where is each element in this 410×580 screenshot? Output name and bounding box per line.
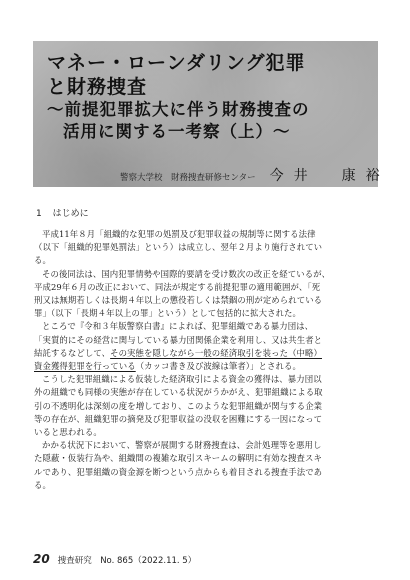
text-line: 等の存在が、組織犯罪の摘発及び犯罪収益の没収を困難にする一因になって xyxy=(34,413,323,424)
paragraph xyxy=(34,268,378,321)
text-line: 外の組織でも同様の実態が存在している状況がうかがえ、犯罪組織による取 xyxy=(34,387,323,398)
subtitle-line-2: 活用に関する一考察（上）〜 xyxy=(63,122,291,141)
section-heading xyxy=(36,206,89,219)
title-line-2: と財務捜査 xyxy=(47,76,148,98)
section-number: 1 xyxy=(36,209,42,219)
text-line: た隠蔽・仮装行為や、組織間の複雑な取引スキームの解明に有効な捜査スキ xyxy=(34,453,322,464)
text-line: 引の不透明化は深刻の度を増しており、このような犯罪組織が関与する企業 xyxy=(34,400,323,411)
text-line: ところで『令和３年版警察白書』によれば、犯罪組織である暴力団は、 xyxy=(42,321,314,332)
section-title: はじめに xyxy=(52,209,89,219)
text-line: る。 xyxy=(34,479,51,490)
subtitle-line-1: 〜前提犯罪拡大に伴う財務捜査の xyxy=(47,100,310,119)
paragraph xyxy=(34,228,378,268)
text-line: 罪」（以下「長期４年以上の罪」という）として包括的に拡大された。 xyxy=(34,308,302,319)
article-title xyxy=(47,51,372,143)
text-fragment: 結託するなどして、 xyxy=(34,347,111,358)
page-number: 20 xyxy=(33,552,50,566)
page-footer xyxy=(33,552,196,566)
text-line: その後同法は、国内犯罪情勢や国際的要請を受け数次の改正を経ているが、 xyxy=(42,268,331,279)
text-line: 「実質的にその経営に関与している暴力団関係企業を利用し、又は共生者と xyxy=(34,334,323,345)
text-line: る。 xyxy=(34,255,51,266)
text-line: いると思われる。 xyxy=(34,427,102,438)
paragraph xyxy=(34,439,378,492)
paragraph xyxy=(34,373,378,439)
text-line: こうした犯罪組織による仮装した経済取引による資金の獲得は、暴力団以 xyxy=(42,374,322,385)
author-affiliation: 警察大学校 財務捜査研修センター xyxy=(120,173,256,183)
author-block xyxy=(120,165,400,185)
underlined-phrase-2: 資金獲得犯罪を行っている xyxy=(34,361,136,372)
text-line: ルであり、犯罪組織の資金源を断つという点からも着目される捜査手法であ xyxy=(34,466,323,477)
text-line: 平成29年６月の改正において、同法が規定する前提犯罪の適用範囲が、「死 xyxy=(34,281,321,292)
title-line-1: マネー・ローンダリング犯罪 xyxy=(47,52,306,74)
title-banner xyxy=(33,41,390,187)
text-line: 平成11年８月「組織的な犯罪の処罰及び犯罪収益の規制等に関する法律 xyxy=(42,229,316,239)
text-line: かかる状況下において、警察が展開する財務捜査は、会計処理等を悪用し xyxy=(42,440,322,451)
text-line xyxy=(34,347,378,360)
text-fragment: （カッコ書き及び波線は筆者）」とされる。 xyxy=(135,361,301,372)
journal-info: 捜査研究 No. 865（2022.11. 5） xyxy=(57,556,197,566)
article-body xyxy=(34,228,378,492)
text-line: （以下「組織的犯罪処罰法」という）は成立し、翌年２月より施行されてい xyxy=(34,242,323,253)
author-name: 今井 康裕 xyxy=(269,168,390,184)
text-line xyxy=(34,360,378,373)
paragraph xyxy=(34,320,378,373)
text-line: 刑又は無期若しくは長期４年以上の懲役若しくは禁錮の刑が定められている xyxy=(34,295,323,306)
underlined-phrase: その実態を隠しながら一般の経済取引を装った（中略） xyxy=(110,347,322,358)
